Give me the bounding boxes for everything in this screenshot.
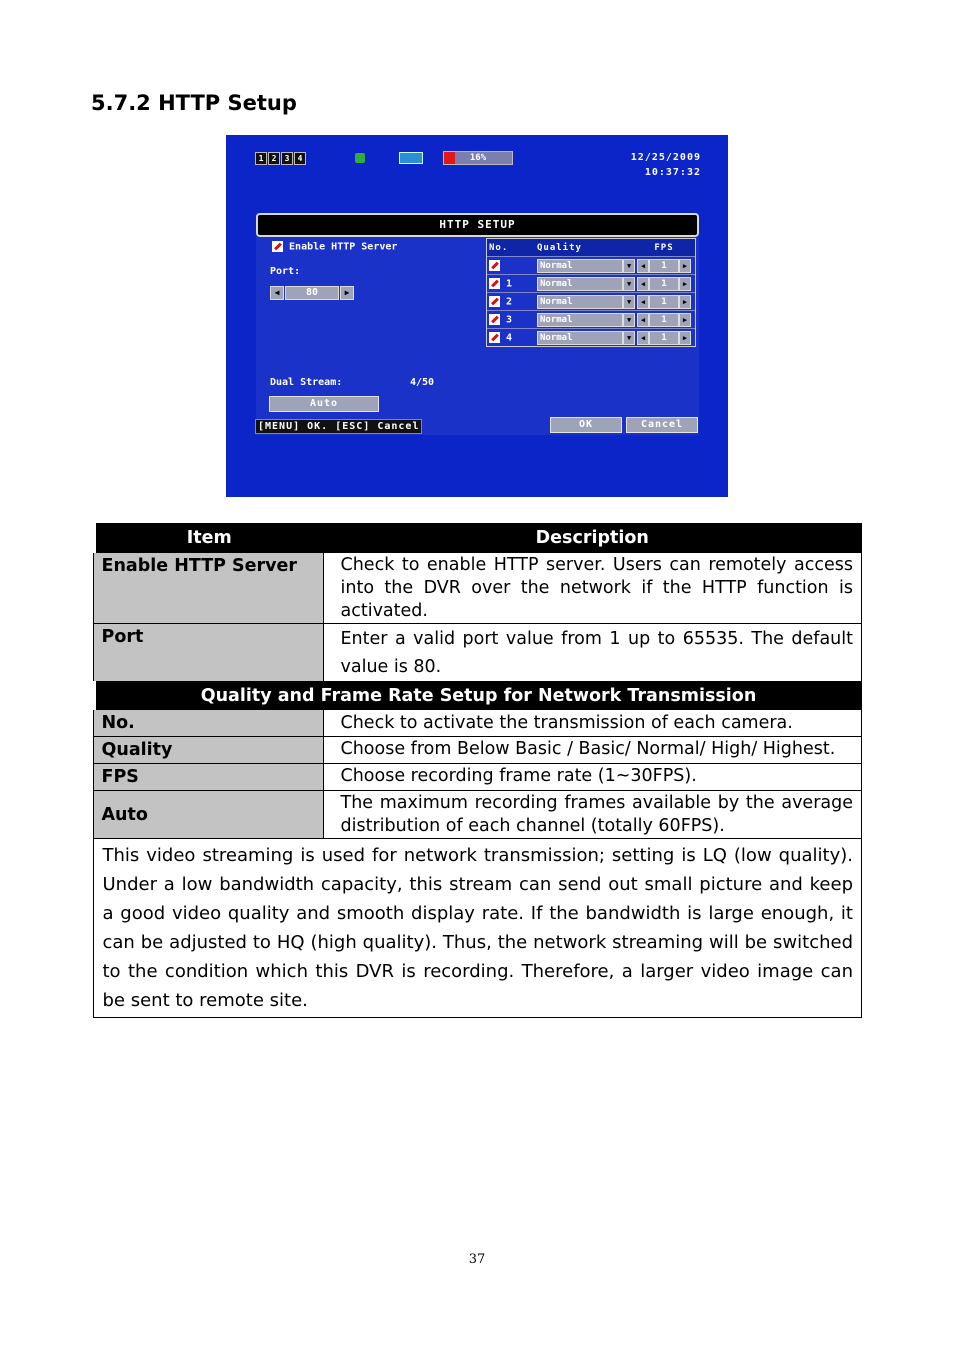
fps-increase-arrow-icon[interactable]: ▶: [679, 313, 691, 327]
section-header-row: [93, 682, 862, 710]
date-text: 12/25/2009: [630, 152, 701, 163]
table-row: [93, 791, 862, 839]
grid-header-row: [487, 239, 695, 257]
fps-value[interactable]: 1: [649, 313, 679, 327]
dropdown-arrow-icon[interactable]: ▼: [623, 331, 635, 345]
page-number: 37: [468, 1252, 486, 1267]
dvr-screen: [226, 135, 728, 497]
channel-indicators: [255, 152, 307, 165]
item-description: Check to activate the transmission of each camera.: [323, 710, 862, 737]
item-description: Choose recording frame rate (1~30FPS).: [323, 764, 862, 791]
channel-2-indicator: 2: [268, 152, 280, 165]
quality-select[interactable]: Normal: [537, 295, 623, 309]
checkbox-checked-icon: [272, 241, 283, 252]
fps-increase-arrow-icon[interactable]: ▶: [679, 295, 691, 309]
table-row: [93, 710, 862, 737]
channel-4-indicator: 4: [294, 152, 306, 165]
quality-select[interactable]: Normal: [537, 313, 623, 327]
grid-header-quality: Quality: [537, 242, 582, 253]
camera-4-checkbox[interactable]: [489, 332, 500, 343]
ok-button[interactable]: OK: [550, 417, 622, 433]
item-label: Auto: [93, 791, 323, 839]
grid-header-fps: FPS: [654, 242, 674, 253]
dropdown-arrow-icon[interactable]: ▼: [623, 259, 635, 273]
item-label: Quality: [93, 737, 323, 764]
port-label: Port:: [270, 266, 301, 277]
grid-row-all: [487, 257, 695, 275]
fps-decrease-arrow-icon[interactable]: ◀: [637, 313, 649, 327]
camera-grid: [486, 238, 696, 347]
hdd-usage-bar: [443, 151, 513, 165]
item-label: Port: [93, 624, 323, 682]
item-label: Enable HTTP Server: [93, 553, 323, 624]
item-description: The maximum recording frames available by the average distribution of each channel (totally 60FPS).: [323, 791, 862, 839]
port-stepper: [270, 286, 354, 300]
grid-row-3: [487, 311, 695, 329]
grid-row-4: [487, 329, 695, 346]
enable-http-checkbox[interactable]: [272, 241, 397, 253]
network-status-icon: [355, 153, 365, 163]
fps-decrease-arrow-icon[interactable]: ◀: [637, 259, 649, 273]
panel-title: HTTP SETUP: [256, 213, 699, 237]
item-description: Check to enable HTTP server. Users can remotely access into the DVR over the network if the HTTP function is activated.: [323, 553, 862, 624]
fps-decrease-arrow-icon[interactable]: ◀: [637, 277, 649, 291]
grid-row-2: [487, 293, 695, 311]
settings-table: [90, 523, 862, 1018]
datetime: [631, 150, 701, 180]
dual-stream-value: 4/50: [410, 377, 435, 388]
dual-stream-label: Dual Stream:: [270, 377, 343, 388]
camera-number: 1: [506, 278, 513, 290]
cancel-button[interactable]: Cancel: [626, 417, 698, 433]
grid-header-no: No.: [489, 242, 509, 253]
port-increase-arrow-icon[interactable]: ▶: [340, 286, 354, 300]
fps-increase-arrow-icon[interactable]: ▶: [679, 259, 691, 273]
fps-decrease-arrow-icon[interactable]: ◀: [637, 331, 649, 345]
footnote-text: This video streaming is used for network transmission; setting is LQ (low quality). Under a low bandwidth capacity, this stream can send out small picture and keep a good video quality and smooth display rate. If the bandwidth is large enough, it can be adjusted to HQ (high quality). Thus, the network streaming will be switched to the condition which this DVR is recording. Therefore, a larger video image can be sent to remote site.: [93, 839, 862, 1018]
grid-row-1: [487, 275, 695, 293]
item-label: FPS: [93, 764, 323, 791]
port-decrease-arrow-icon[interactable]: ◀: [270, 286, 284, 300]
key-hint: [MENU] OK. [ESC] Cancel: [255, 419, 422, 434]
channel-3-indicator: 3: [281, 152, 293, 165]
quality-select[interactable]: Normal: [537, 331, 623, 345]
camera-all-checkbox[interactable]: [489, 260, 500, 271]
header-item: Item: [93, 524, 323, 553]
time-text: 10:37:32: [644, 167, 701, 178]
table-row: [93, 737, 862, 764]
item-description: Choose from Below Basic / Basic/ Normal/ High/ Highest.: [323, 737, 862, 764]
quality-select[interactable]: Normal: [537, 277, 623, 291]
fps-value[interactable]: 1: [649, 331, 679, 345]
fps-increase-arrow-icon[interactable]: ▶: [679, 277, 691, 291]
dropdown-arrow-icon[interactable]: ▼: [623, 313, 635, 327]
camera-number: 2: [506, 296, 513, 308]
table-header-row: [93, 524, 862, 553]
port-value[interactable]: 80: [285, 286, 339, 300]
footnote-row: [93, 839, 862, 1018]
dropdown-arrow-icon[interactable]: ▼: [623, 277, 635, 291]
table-row: [93, 553, 862, 624]
section-header: Quality and Frame Rate Setup for Network Transmission: [93, 682, 862, 710]
camera-1-checkbox[interactable]: [489, 278, 500, 289]
dropdown-arrow-icon[interactable]: ▼: [623, 295, 635, 309]
table-row: [93, 764, 862, 791]
fps-value[interactable]: 1: [649, 295, 679, 309]
fps-value[interactable]: 1: [649, 277, 679, 291]
channel-1-indicator: 1: [255, 152, 267, 165]
item-description: Enter a valid port value from 1 up to 65535. The default value is 80.: [323, 624, 862, 682]
enable-http-label: Enable HTTP Server: [289, 241, 398, 253]
camera-2-checkbox[interactable]: [489, 296, 500, 307]
fps-decrease-arrow-icon[interactable]: ◀: [637, 295, 649, 309]
auto-button[interactable]: Auto: [269, 396, 379, 412]
camera-number: 4: [506, 332, 513, 344]
camera-3-checkbox[interactable]: [489, 314, 500, 325]
section-title: 5.7.2 HTTP Setup: [91, 91, 297, 115]
table-row: [93, 624, 862, 682]
quality-select[interactable]: Normal: [537, 259, 623, 273]
hdd-usage-label: 16%: [469, 153, 487, 163]
item-label: No.: [93, 710, 323, 737]
fps-value[interactable]: 1: [649, 259, 679, 273]
fps-increase-arrow-icon[interactable]: ▶: [679, 331, 691, 345]
header-description: Description: [323, 524, 862, 553]
backup-status-icon: [399, 152, 423, 164]
camera-number: 3: [506, 314, 513, 326]
